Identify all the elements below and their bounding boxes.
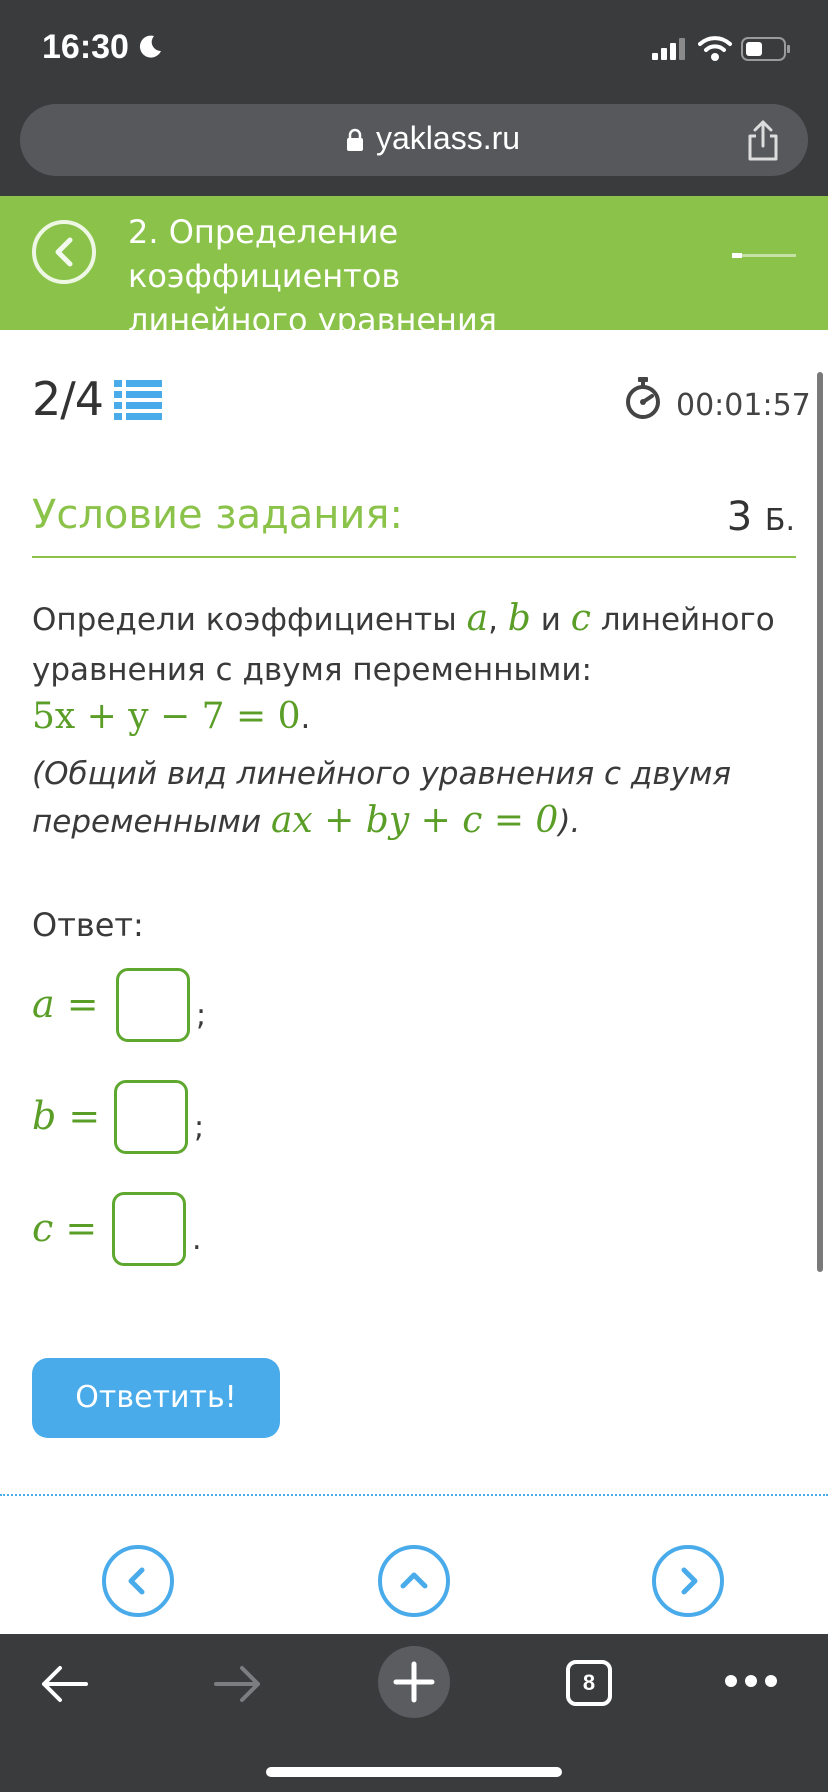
status-time: 16:30: [42, 28, 129, 66]
lesson-title-line2: линейного уравнения: [128, 301, 498, 339]
cellular-signal-icon: [652, 38, 686, 60]
task-equation: 5x + y − 7 = 0.: [32, 696, 311, 737]
task-points-unit: Б.: [764, 503, 795, 538]
lesson-title-line1: 2. Определение коэффициентов: [128, 213, 401, 295]
more-options-icon[interactable]: [724, 1674, 778, 1688]
task-points-value: 3: [726, 494, 753, 540]
timer-value: 00:01:57: [676, 388, 811, 423]
chevron-right-icon: [672, 1565, 704, 1597]
submit-answer-button[interactable]: Ответить!: [32, 1358, 280, 1438]
general-equation-math: ax + by + c = 0: [270, 800, 559, 841]
browser-top-chrome: [0, 0, 828, 196]
url-text: yaklass.ru: [376, 120, 521, 156]
back-button[interactable]: [32, 220, 96, 284]
var-b: b: [507, 598, 531, 639]
page-scrollbar[interactable]: [817, 372, 823, 1272]
browser-bottom-bar: [0, 1634, 828, 1792]
task-list-icon[interactable]: [114, 378, 162, 422]
lesson-progress-fill: [732, 253, 742, 258]
prev-task-button[interactable]: [102, 1545, 174, 1617]
answer-b-label: b =: [32, 1094, 101, 1138]
task-text-line2: уравнения с двумя переменными:: [32, 652, 592, 688]
back-to-top-button[interactable]: [378, 1545, 450, 1617]
chevron-left-icon: [50, 236, 80, 268]
section-divider: [0, 1494, 828, 1496]
answer-b-input[interactable]: [114, 1080, 188, 1154]
answer-c-separator: .: [192, 1222, 202, 1257]
wifi-icon: [698, 34, 732, 62]
chevron-left-icon: [122, 1565, 154, 1597]
plus-icon: [392, 1660, 436, 1704]
moon-icon: [137, 34, 163, 60]
task-counter: 2/4: [32, 372, 104, 426]
answer-a-separator: ;: [196, 998, 207, 1033]
task-points: [727, 494, 795, 540]
home-indicator: [266, 1767, 562, 1777]
equation-math: 5x + y − 7 = 0: [32, 696, 301, 737]
answer-c-input[interactable]: [112, 1192, 186, 1266]
answer-b-separator: ;: [194, 1110, 205, 1145]
answer-label: Ответ:: [32, 906, 144, 944]
answer-a-input[interactable]: [116, 968, 190, 1042]
general-form-line1: (Общий вид линейного уравнения с двумя: [32, 756, 731, 792]
answer-a-label: a =: [32, 982, 99, 1026]
browser-forward-icon[interactable]: [212, 1664, 264, 1704]
answer-c-label: c =: [32, 1206, 98, 1250]
lock-icon: [346, 128, 364, 152]
task-text-line1: Определи коэффициенты a, b и c линейного: [32, 598, 775, 639]
tabs-button[interactable]: 8: [566, 1660, 612, 1706]
task-heading: Условие задания:: [32, 492, 403, 538]
share-icon[interactable]: [744, 118, 782, 162]
next-task-button[interactable]: [652, 1545, 724, 1617]
battery-icon: [741, 37, 791, 61]
task-heading-divider: [32, 556, 796, 558]
var-a: a: [466, 598, 489, 639]
general-form-line2: переменными ax + by + c = 0).: [32, 800, 581, 841]
stopwatch-icon: [624, 376, 662, 420]
lesson-title: [128, 210, 648, 342]
lesson-header: [0, 196, 828, 339]
var-c: c: [570, 598, 591, 639]
browser-back-icon[interactable]: [38, 1664, 90, 1704]
chevron-up-icon: [398, 1565, 430, 1597]
url-bar[interactable]: [20, 104, 808, 176]
new-tab-button[interactable]: [378, 1646, 450, 1718]
lesson-progress-bar: [732, 254, 796, 257]
